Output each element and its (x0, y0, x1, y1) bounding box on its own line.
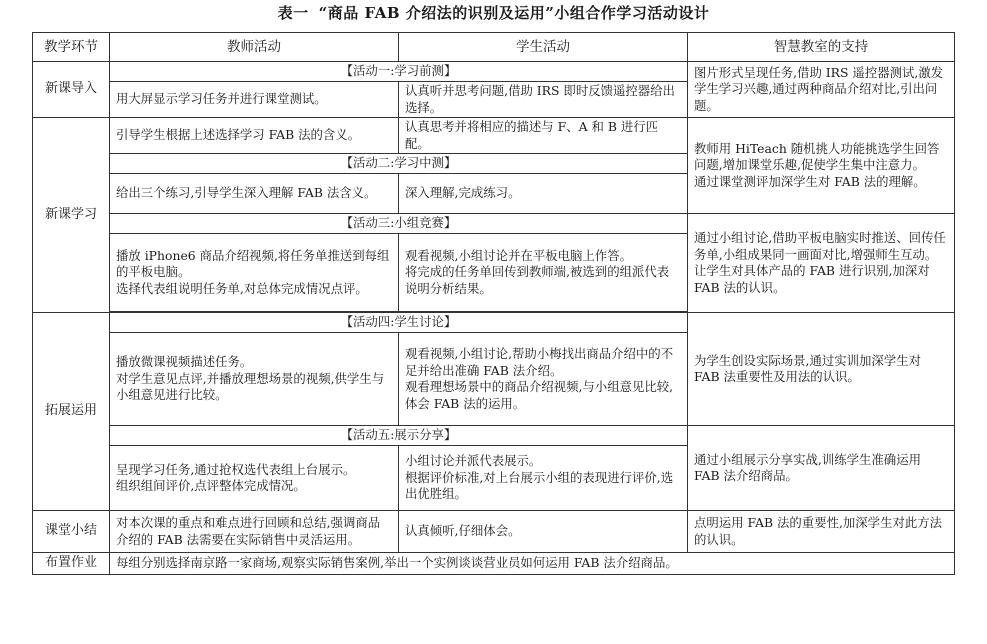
activity-5-title: 【活动五:展示分享】 (110, 426, 688, 446)
ext5-student-line-1: 小组讨论并派代表展示。 (405, 453, 542, 469)
ext5-teacher (110, 446, 399, 511)
ext4-teacher-line-1: 播放微课视频描述任务。 (116, 354, 253, 370)
ext4-teacher (110, 333, 399, 426)
stage-intro: 新课导入 (33, 62, 110, 118)
ext4-support: 为学生创设实际场景,通过实训加深学生对 FAB 法重要性及用法的认识。 (688, 313, 955, 426)
new3-support: 通过小组讨论,借助平板电脑实时推送、回传任务单,小组成果同一画面对比,增强师生互动。让学生对具体产品的 FAB 进行识别,加深对 FAB 法的认识。 (688, 214, 955, 313)
activity-design-table (32, 32, 955, 575)
new3-teacher-line-2: 选择代表组说明任务单,对总体完成情况点评。 (116, 280, 368, 296)
new1-student: 认真思考并将相应的描述与 F、A 和 B 进行匹配。 (399, 118, 688, 154)
new2-teacher: 给出三个练习,引导学生深入理解 FAB 法含义。 (110, 174, 399, 214)
table-row (33, 511, 955, 553)
activity-3-title: 【活动三:小组竞赛】 (110, 214, 688, 234)
ext5-teacher-line-1: 呈现学习任务,通过抢权选代表组上台展示。 (116, 461, 356, 477)
summary-support: 点明运用 FAB 法的重要性,加深学生对此方法的认识。 (688, 511, 955, 553)
summary-teacher: 对本次课的重点和难点进行回顾和总结,强调商品介绍的 FAB 法需要在实际销售中灵活运用。 (110, 511, 399, 553)
ext4-student-line-1: 观看视频,小组讨论,帮助小梅找出商品介绍中的不足并给出准确 FAB 法介绍。 (405, 346, 674, 378)
header-row (33, 33, 955, 62)
new3-student-line-2: 将完成的任务单回传到教师端,被选到的组派代表说明分析结果。 (405, 264, 670, 296)
intro-support: 图片形式呈现任务,借助 IRS 遥控器测试,激发学生学习兴趣,通过两种商品介绍对比,引出问题。 (688, 62, 955, 118)
homework-content: 每组分别选择南京路一家商场,观察实际销售案例,举出一个实例谈谈营业员如何运用 FAB 法介绍商品。 (110, 553, 955, 575)
table-row (33, 214, 955, 234)
ext5-support: 通过小组展示分享实战,训练学生准确运用 FAB 法介绍商品。 (688, 426, 955, 511)
new1-teacher: 引导学生根据上述选择学习 FAB 法的含义。 (110, 118, 399, 154)
ext4-student (399, 333, 688, 426)
stage-new: 新课学习 (33, 118, 110, 313)
table-number: 表一 (277, 4, 309, 22)
table-row (33, 62, 955, 82)
new2-student: 深入理解,完成练习。 (399, 174, 688, 214)
ext4-student-line-2: 观看理想场景中的商品介绍视频,与小组意见比较,体会 FAB 法的运用。 (405, 379, 674, 411)
table-row (33, 426, 955, 446)
stage-extend: 拓展运用 (33, 313, 110, 511)
new3-student-line-1: 观看视频,小组讨论并在平板电脑上作答。 (405, 247, 632, 263)
stage-summary: 课堂小结 (33, 511, 110, 553)
table-row (33, 118, 955, 154)
intro-teacher: 用大屏显示学习任务并进行课堂测试。 (110, 82, 399, 118)
header-student: 学生活动 (399, 33, 688, 62)
new12-support-line-2: 通过课堂测评加深学生对 FAB 法的理解。 (694, 173, 926, 189)
new3-student (399, 234, 688, 312)
table-caption (0, 3, 987, 23)
header-teacher: 教师活动 (110, 33, 399, 62)
activity-2-title: 【活动二:学习中测】 (110, 154, 688, 174)
table-row (33, 313, 955, 333)
table-title: “商品 FAB 介绍法的识别及运用”小组合作学习活动设计 (318, 4, 710, 22)
header-support: 智慧教室的支持 (688, 33, 955, 62)
activity-1-title: 【活动一:学习前测】 (110, 62, 688, 82)
ext4-teacher-line-2: 对学生意见点评,并播放理想场景的视频,供学生与小组意见进行比较。 (116, 370, 385, 403)
ext5-student (399, 446, 688, 511)
header-stage: 教学环节 (33, 33, 110, 62)
new3-teacher-line-1: 播放 iPhone6 商品介绍视频,将任务单推送到每组的平板电脑。 (116, 247, 390, 280)
ext5-teacher-line-2: 组织组间评价,点评整体完成情况。 (116, 478, 306, 493)
activity-4-title: 【活动四:学生讨论】 (110, 313, 688, 333)
new12-support (688, 118, 955, 214)
intro-student: 认真听并思考问题,借助 IRS 即时反馈遥控器给出选择。 (399, 82, 688, 118)
new12-support-line-1: 教师用 HiTeach 随机挑人功能挑选学生回答问题,增加课堂乐趣,促使学生集中注意力。 (694, 140, 940, 173)
new3-teacher (110, 234, 399, 312)
table-row (33, 553, 955, 575)
ext5-student-line-2: 根据评价标准,对上台展示小组的表现进行评价,选出优胜组。 (405, 469, 674, 502)
stage-homework: 布置作业 (33, 553, 110, 575)
summary-student: 认真倾听,仔细体会。 (399, 511, 688, 553)
